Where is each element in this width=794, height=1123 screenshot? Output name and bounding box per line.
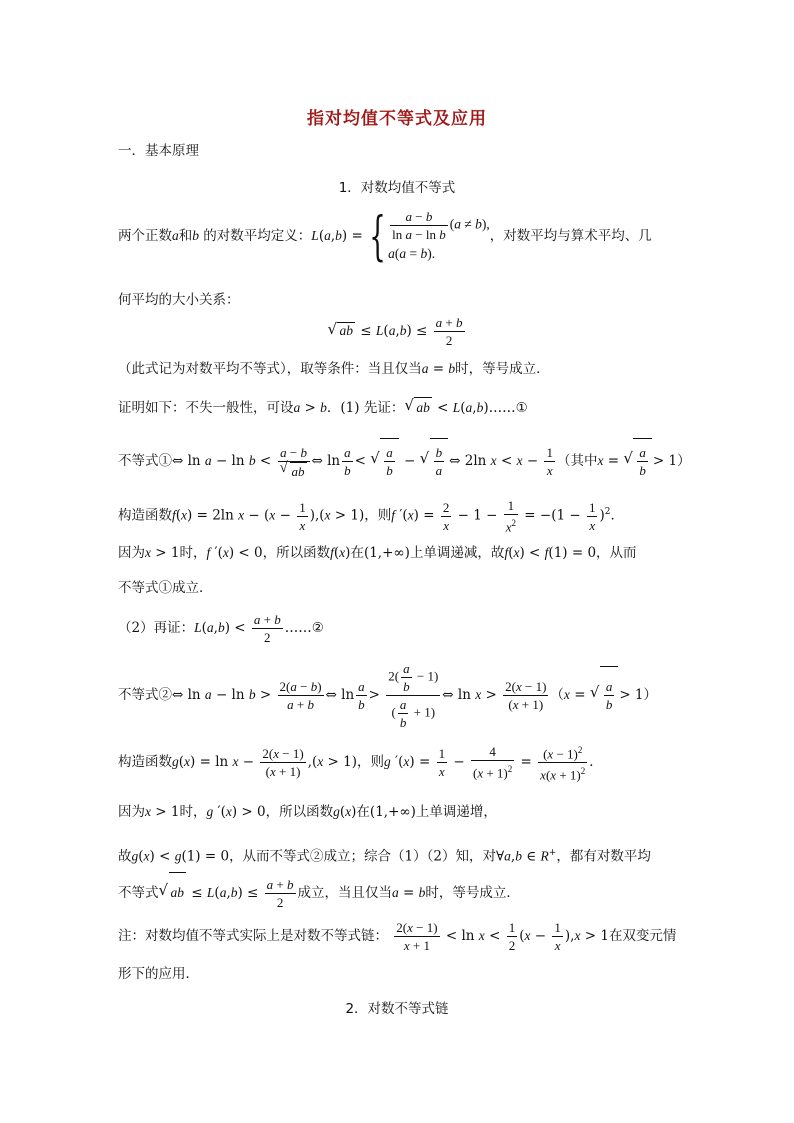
- text-segment: ……①: [488, 400, 528, 416]
- subsection-heading-log-chain: 2．对数不等式链: [345, 1001, 449, 1017]
- paragraph-proof-start: 证明如下：不失一般性，可设a > b．(1) 先证：√ ab < L(a,b)……①: [118, 397, 528, 418]
- text-segment: ，从而不等式②成立；综合（1）（2）知，对: [229, 848, 496, 865]
- document-title: 指对均值不等式及应用: [307, 109, 487, 129]
- subsection-heading-log-mean: 1．对数均值不等式: [338, 180, 456, 196]
- paragraph-construct-g: 构造函数g(x) = ln x − $\frac{2(x - 1)}{(x + 1)}$ ,(x > 1)，则g ′(x) = $\frac{1}{x}$ − $\frac{4}{(x + 1)^2}$ = $\frac{(x - 1)^2}{x(x + 1)^2}$ ．: [118, 740, 603, 784]
- text-segment: ）: [677, 453, 691, 469]
- paragraph-relation: 何平均的大小关系：: [118, 292, 240, 308]
- paragraph-g-increasing: 因为x > 1时，g ′(x) > 0，所以函数g(x)在(1,+∞)上单调递增，: [118, 804, 497, 820]
- paragraph-equality-condition: （此式记为对数平均不等式），取等条件：当且仅当a = b时，等号成立．: [118, 361, 550, 377]
- text-segment: 时，等号成立．: [425, 885, 520, 901]
- paragraph-ineq1-holds: 不等式①成立．: [118, 580, 213, 596]
- paragraph-inequality-1: 不等式①⇔ ln a − ln b < a − b √ ab ⇔ ln $\frac{a}{b}$ < √ $\frac{a}{b}$ − √ $\frac{b}{a}$ ⇔ 2ln x < x − $\frac{1}{x}$ （其中x = √ $\frac{a}{b}$ > 1）: [118, 438, 691, 483]
- paragraph-construct-f: 构造函数f(x) = 2ln x − (x − $\frac{1}{x}$ ),(x > 1)，则f ′(x) = $\frac{2}{x}$ − 1 − $\frac{1}{x^2}$ = −(1 − $\frac{1}{x}$ )$^2$．: [118, 497, 624, 535]
- text-segment: （其中: [556, 453, 598, 469]
- text-segment: 注：对数均值不等式实际上是对数不等式链：: [118, 928, 388, 944]
- text-segment: ，则: [364, 507, 392, 524]
- text-segment: （此式记为对数平均不等式），取等条件：当且仅当: [118, 361, 422, 377]
- text-segment: ．: [610, 507, 624, 524]
- text-segment: 在: [350, 545, 364, 561]
- text-segment: ．: [589, 754, 603, 770]
- section-heading-basic-principle: 一．基本原理: [118, 143, 199, 159]
- text-segment: 上单调递增，: [415, 804, 497, 820]
- paragraph-note-cont: 形下的应用．: [118, 966, 199, 982]
- text-segment: 证明如下：不失一般性，可设: [118, 400, 294, 416]
- text-segment: 在双变元情: [608, 928, 677, 944]
- text-segment: 不等式①: [118, 453, 172, 469]
- text-segment: （2）再证：: [118, 620, 195, 636]
- piecewise-definition: $\frac{a - b}{\text{ln a − ln b}}$ (a ≠ b), a(a = b).: [388, 209, 490, 261]
- paragraph-definition: 两个正数a和b 的对数平均定义：L(a,b) = { $\frac{a - b}{\text{ln a − ln b}}$ (a ≠ b), a(a = b). ，对数平均与算术平均、几: [118, 206, 652, 267]
- text-segment: 构造函数: [118, 754, 172, 770]
- text-segment: 的对数平均定义：: [203, 228, 312, 244]
- text-segment: ）: [643, 687, 658, 703]
- text-segment: 时，: [179, 545, 207, 561]
- paragraph-note: 注：对数均值不等式实际上是对数不等式链： $\frac{2(x - 1)}{x + 1}$ < ln x < $\frac{1}{2}$ (x − $\frac{1}{x}$ ),x > 1在双变元情: [118, 920, 677, 953]
- text-segment: ，对数平均与算术平均、几: [489, 228, 652, 244]
- left-brace: {: [369, 206, 386, 267]
- paragraph-f-decreasing: 因为x > 1时，f ′(x) < 0，所以函数f(x)在(1,+∞)上单调递减，故f(x) < f(1) = 0，从而: [118, 545, 637, 561]
- text-segment: 时，: [179, 804, 207, 820]
- paragraph-final-inequality: 不等式√ ab ≤ L(a,b) ≤ $\frac{a + b}{2}$ 成立，当且仅当a = b时，等号成立．: [118, 872, 520, 913]
- text-segment: 不等式: [118, 885, 159, 901]
- text-segment: 在: [356, 804, 370, 820]
- text-segment: 因为: [118, 804, 145, 820]
- text-segment: 和: [178, 228, 193, 244]
- text-segment: 时，等号成立．: [455, 361, 550, 377]
- paragraph-inequality-2: 不等式②⇔ ln a − ln b > $\frac{2(a - b)}{a + b}$ ⇔ ln $\frac{a}{b}$ > 2( $\frac{a}{b}$ − 1) ( $\frac{a}{b}$ + 1) ⇔ ln x > $\frac{2(x - 1)}{(x + 1)}$ （x = √ $\frac{a}{b}$ > 1）: [118, 660, 657, 731]
- text-segment: ，则: [357, 754, 385, 770]
- paragraph-conclusion: 故g(x) < g(1) = 0，从而不等式②成立；综合（1）（2）知，对∀a,b ∈ R+，都有对数平均: [118, 848, 651, 865]
- formula-log-mean-inequality: √ ab ≤ L(a,b) ≤ $\frac{a + b}{2}$: [0, 314, 794, 349]
- text-segment: 成立，当且仅当: [297, 885, 393, 901]
- text-segment: 上单调递减，故: [409, 545, 505, 561]
- text-segment: 两个正数: [118, 228, 172, 244]
- text-segment: 构造函数: [118, 507, 172, 524]
- text-segment: ……②: [284, 620, 324, 636]
- paragraph-prove-ineq2: （2）再证：L(a,b) < $\frac{a + b}{2}$ ……②: [118, 612, 324, 645]
- text-segment: ，从而: [596, 545, 637, 561]
- text-segment: ，都有对数平均: [556, 848, 651, 865]
- text-segment: ，所以函数: [262, 545, 331, 561]
- text-segment: ，所以函数: [265, 804, 334, 820]
- text-segment: 不等式②: [118, 687, 172, 703]
- text-segment: 故: [118, 848, 132, 865]
- text-segment: （: [550, 687, 564, 703]
- text-segment: 因为: [118, 545, 145, 561]
- text-segment: ．(1) 先证：: [326, 400, 405, 416]
